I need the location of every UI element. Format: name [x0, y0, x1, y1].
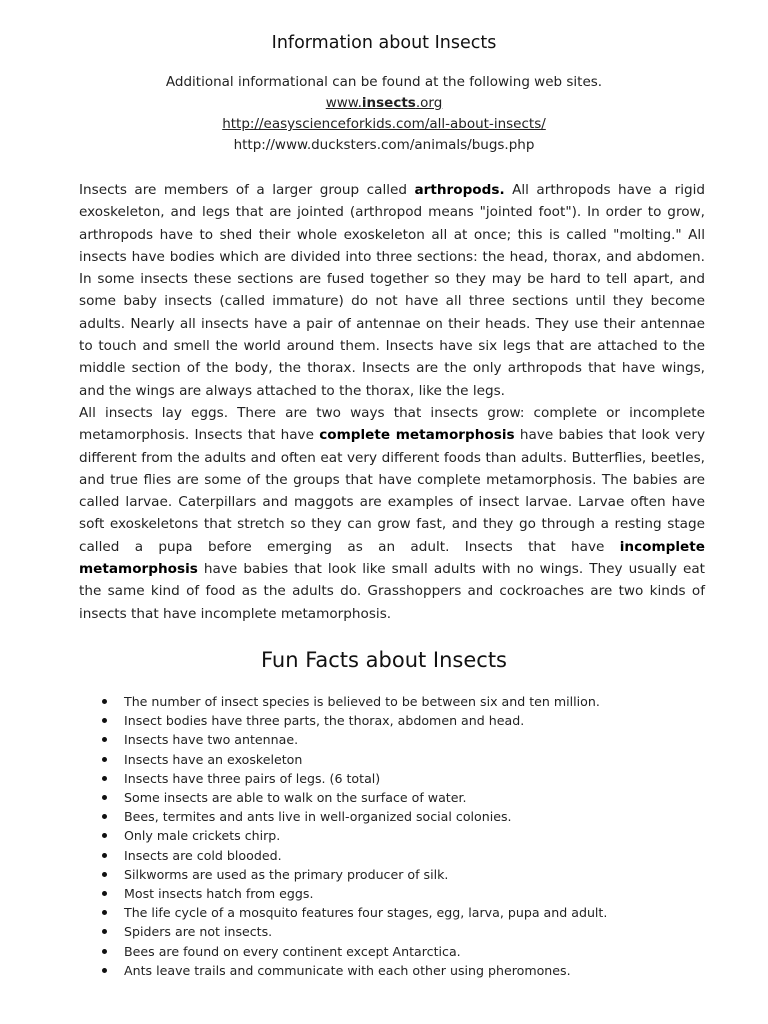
- para1-bold-arthropods: arthropods.: [414, 182, 505, 198]
- link-ducksters[interactable]: http://www.ducksters.com/animals/bugs.php: [233, 137, 535, 153]
- page-title: Information about Insects: [271, 33, 497, 53]
- fact-list-item: Only male crickets chirp.: [97, 826, 707, 845]
- link-insects-org-bold: insects: [361, 95, 416, 111]
- para2-text-3: have babies that look like small adults with no wings. They usually eat the same kind of food as the adults do. Grasshoppers and cockroaches are two kinds of insects that have incomplete metamorphosis.: [79, 561, 705, 622]
- para1-text-1: Insects are members of a larger group called: [79, 182, 415, 198]
- fun-facts-list: [97, 692, 707, 980]
- fact-list-item: Bees, termites and ants live in well-organized social colonies.: [97, 807, 707, 826]
- fun-facts-heading: Fun Facts about Insects: [261, 648, 507, 672]
- fact-list-item: The life cycle of a mosquito features four stages, egg, larva, pupa and adult.: [97, 903, 707, 922]
- para2-bold-complete: complete metamorphosis: [319, 427, 515, 444]
- web-sites-block: [0, 72, 768, 156]
- fact-list-item: Bees are found on every continent except Antarctica.: [97, 942, 707, 961]
- link-insects-org-suffix: .org: [415, 95, 443, 111]
- fact-list-item: Silkworms are used as the primary producer of silk.: [97, 865, 707, 884]
- para1-text-2: All arthropods have a rigid exoskeleton, and legs that are jointed (arthropod means "jointed foot"). In order to grow, arthropods have to shed their whole exoskeleton all at once; this is called "molting." All insects have bodies which are divided into three sections: the head, thorax, and abdomen. In some insects these sections are fused together so they may be hard to tell apart, and some baby insects (called immature) do not have all three sections until they become adults. Nearly all insects have a pair of antennae on their heads. They use their antennae to touch and smell the world around them. Insects have six legs that are attached to the middle section of the body, the thorax. Insects are the only arthropods that have wings, and the wings are always attached to the thorax, like the legs.: [79, 182, 706, 399]
- paragraph-metamorphosis: [79, 402, 705, 625]
- fact-list-item: Insect bodies have three parts, the thorax, abdomen and head.: [97, 711, 707, 730]
- link-insects-org[interactable]: [0, 93, 768, 114]
- fact-list-item: Ants leave trails and communicate with each other using pheromones.: [97, 961, 707, 980]
- web-sites-intro: Additional informational can be found at the following web sites.: [165, 74, 603, 90]
- link-insects-org-prefix: www.: [325, 95, 362, 111]
- fact-list-item: Insects have two antennae.: [97, 730, 707, 749]
- para2-bold-incomplete: incomplete metamorphosis: [79, 538, 705, 578]
- body-text: [79, 179, 705, 625]
- fact-list-item: Insects are cold blooded.: [97, 846, 707, 865]
- fact-list-item: Insects have an exoskeleton: [97, 750, 707, 769]
- fact-list-item: The number of insect species is believed to be between six and ten million.: [97, 692, 707, 711]
- fact-list-item: Most insects hatch from eggs.: [97, 884, 707, 903]
- fact-list-item: Spiders are not insects.: [97, 922, 707, 941]
- para2-text-2: have babies that look very different from the adults and often eat very different foods than adults. Butterflies, beetles, and true flies are some of the groups that have complete metamorphosis. The babies are called larvae. Caterpillars and maggots are examples of insect larvae. Larvae often have soft exoskeletons that stretch so they can grow fast, and they go through a resting stage called a pupa before emerging as an adult. Insects that have: [79, 427, 705, 555]
- para2-text-1: All insects lay eggs. There are two ways that insects grow: complete or incomplete metamorphosis. Insects that have: [79, 404, 705, 444]
- fact-list-item: Insects have three pairs of legs. (6 total): [97, 769, 707, 788]
- link-easyscienceforkids[interactable]: http://easyscienceforkids.com/all-about-insects/: [222, 116, 546, 132]
- fact-list-item: Some insects are able to walk on the surface of water.: [97, 788, 707, 807]
- paragraph-arthropods: [79, 179, 705, 402]
